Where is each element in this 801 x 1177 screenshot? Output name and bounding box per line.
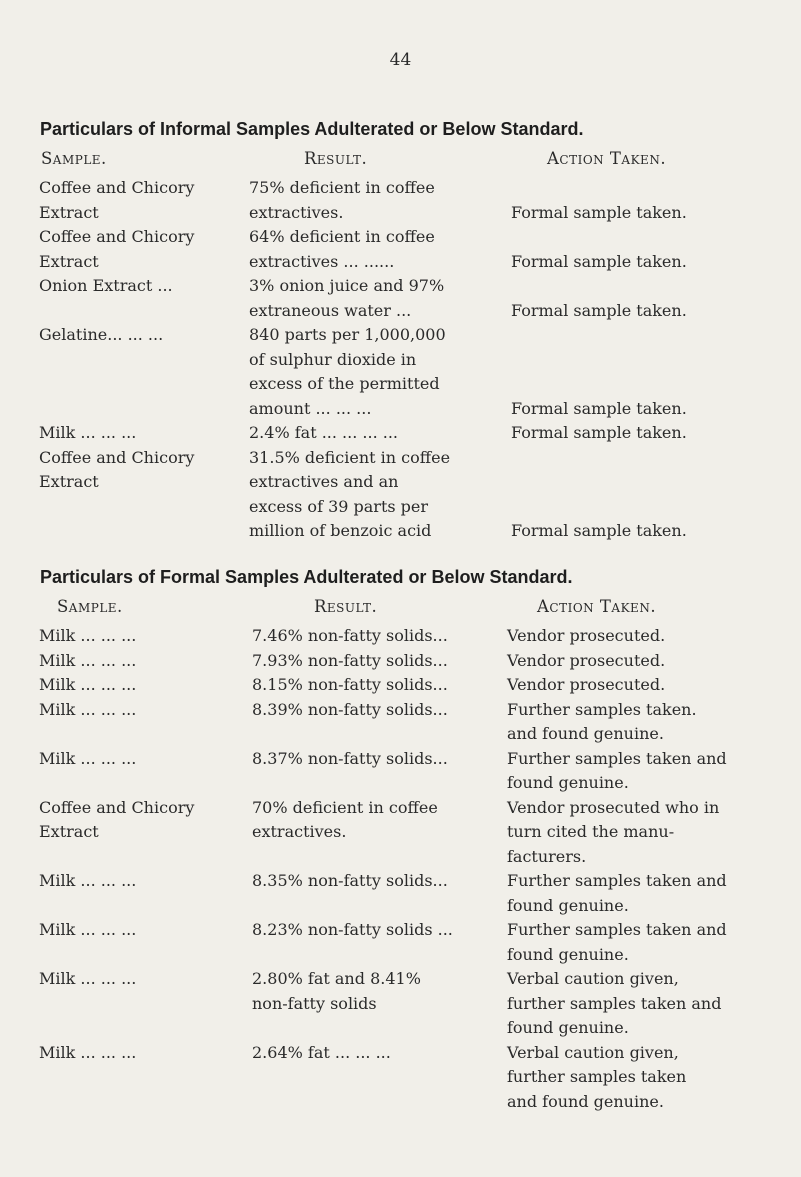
action-cell: Further samples taken. and found genuine.	[507, 699, 697, 743]
sample-cell: Milk ... ... ...	[39, 423, 137, 442]
table-row	[0, 624, 801, 649]
result-cell: 8.23% non-fatty solids ...	[252, 920, 453, 939]
table-row	[0, 747, 801, 796]
formal-header-result: Result.	[314, 597, 378, 616]
result-cell: 31.5% deficient in coffee extractives and an excess of 39 parts per million of benzoic acid	[249, 447, 451, 540]
page-number: 44	[389, 50, 412, 70]
sample-cell: Milk ... ... ...	[39, 626, 137, 645]
table-row	[0, 1041, 801, 1115]
informal-header-action: Action Taken.	[547, 149, 667, 168]
action-cell: Further samples taken and found genuine.	[507, 871, 727, 915]
action-cell: Vendor prosecuted.	[507, 626, 666, 645]
result-cell: 8.39% non-fatty solids...	[252, 699, 448, 719]
action-cell: Formal sample taken.	[511, 202, 687, 222]
table-row	[0, 796, 801, 870]
sample-cell: Coffee and Chicory Extract	[39, 797, 195, 841]
result-cell: 2.80% fat and 8.41% non-fatty solids	[252, 969, 421, 1013]
sample-cell: Milk ... ... ...	[39, 748, 137, 768]
action-cell: Formal sample taken.	[511, 300, 687, 320]
table-row	[0, 673, 801, 698]
table-row	[0, 323, 801, 421]
formal-table	[0, 624, 801, 1114]
action-cell: Vendor prosecuted.	[507, 675, 666, 694]
table-row	[0, 421, 801, 446]
sample-cell: Coffee and Chicory Extract	[39, 178, 195, 222]
table-row	[0, 649, 801, 674]
action-cell: Further samples taken and found genuine.	[507, 748, 727, 792]
action-cell: Formal sample taken.	[511, 398, 687, 418]
table-row	[0, 967, 801, 1041]
table-row	[0, 176, 801, 225]
sample-cell: Coffee and Chicory Extract	[39, 227, 195, 271]
sample-cell: Milk ... ... ...	[39, 650, 137, 670]
result-cell: 75% deficient in coffee extractives.	[249, 178, 435, 222]
action-cell: Vendor prosecuted.	[507, 650, 666, 670]
sample-cell: Milk ... ... ...	[39, 969, 137, 988]
sample-cell: Onion Extract ...	[39, 276, 173, 295]
sample-cell: Milk ... ... ...	[39, 675, 137, 694]
sample-cell: Milk ... ... ...	[39, 920, 137, 939]
action-cell: Formal sample taken.	[511, 423, 687, 442]
formal-header-action: Action Taken.	[537, 597, 657, 616]
table-row	[0, 918, 801, 967]
action-cell: Verbal caution given, further samples taken and found genuine.	[507, 969, 722, 1037]
result-cell: 8.15% non-fatty solids...	[252, 675, 448, 694]
sample-cell: Milk ... ... ...	[39, 699, 137, 719]
table-row	[0, 869, 801, 918]
sample-cell: Milk ... ... ...	[39, 871, 137, 890]
informal-table	[0, 176, 801, 544]
table-row	[0, 698, 801, 747]
action-cell: Formal sample taken.	[511, 251, 687, 271]
result-cell: 7.46% non-fatty solids...	[252, 626, 448, 645]
formal-section-title: Particulars of Formal Samples Adulterated or Below Standard.	[40, 567, 573, 587]
result-cell: 2.4% fat ... ... ... ...	[249, 423, 398, 442]
action-cell: Further samples taken and found genuine.	[507, 920, 727, 964]
action-cell: Vendor prosecuted who in turn cited the manu- facturers.	[507, 797, 720, 866]
action-cell: Formal sample taken.	[511, 521, 687, 540]
formal-header-sample: Sample.	[57, 597, 123, 616]
result-cell: 7.93% non-fatty solids...	[252, 650, 448, 670]
result-cell: 70% deficient in coffee extractives.	[252, 797, 438, 841]
result-cell: 8.37% non-fatty solids...	[252, 748, 448, 768]
sample-cell: Coffee and Chicory Extract	[39, 447, 195, 491]
table-row	[0, 225, 801, 274]
sample-cell: Gelatine... ... ...	[39, 325, 164, 344]
sample-cell: Milk ... ... ...	[39, 1042, 137, 1062]
result-cell: 64% deficient in coffee extractives ... ......	[249, 227, 435, 271]
informal-section-title: Particulars of Informal Samples Adulterated or Below Standard.	[40, 119, 584, 139]
result-cell: 2.64% fat ... ... ...	[252, 1042, 391, 1062]
result-cell: 3% onion juice and 97% extraneous water ...	[249, 276, 445, 320]
informal-header-sample: Sample.	[41, 149, 107, 168]
table-row	[0, 274, 801, 323]
result-cell: 840 parts per 1,000,000 of sulphur dioxide in excess of the permitted amount ... ... ...	[249, 325, 446, 418]
informal-header-result: Result.	[304, 149, 368, 168]
action-cell: Verbal caution given, further samples taken and found genuine.	[507, 1042, 687, 1111]
result-cell: 8.35% non-fatty solids...	[252, 871, 448, 890]
table-row	[0, 446, 801, 544]
